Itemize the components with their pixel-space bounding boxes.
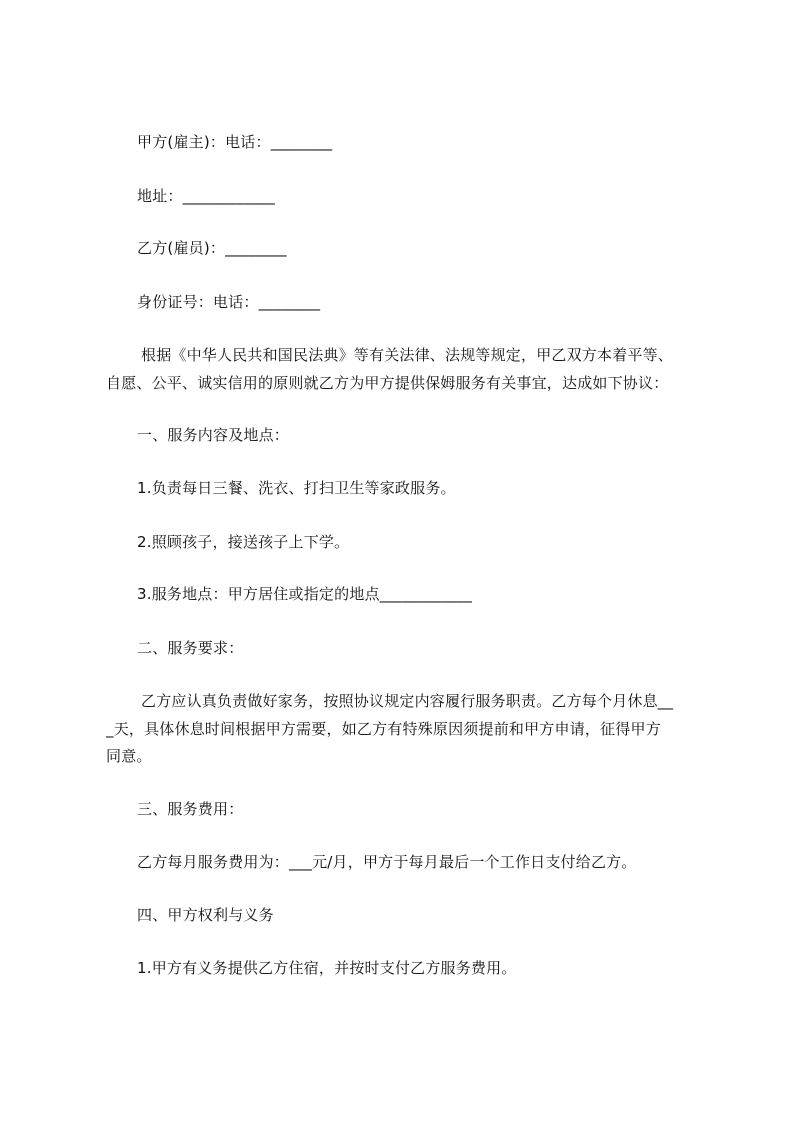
party-b-line: 乙方(雇员)：________: [137, 239, 287, 257]
section-1-item-2: 2.照顾孩子，接送孩子上下学。: [137, 533, 350, 551]
section-1-item-3: 3.服务地点：甲方居住或指定的地点____________: [137, 585, 473, 603]
section-4-item-1: 1.甲方有义务提供乙方住宿，并按时支付乙方服务费用。: [137, 959, 517, 977]
address-line: 地址：____________: [137, 187, 276, 205]
section-2-heading: 二、服务要求：: [137, 639, 244, 657]
section-3-body: 乙方每月服务费用为：___元/月，甲方于每月最后一个工作日支付给乙方。: [137, 853, 637, 871]
section-2-body-line-1: 乙方应认真负责做好家务，按照协议规定内容履行服务职责。乙方每个月休息__: [141, 692, 674, 710]
section-1-heading: 一、服务内容及地点：: [137, 426, 290, 444]
party-a-line: 甲方(雇主)：电话：________: [137, 133, 333, 151]
section-4-heading: 四、甲方权利与义务: [137, 906, 274, 924]
id-phone-line: 身份证号：电话：________: [137, 293, 321, 311]
section-2-body-line-2: _天，具体休息时间根据甲方需要，如乙方有特殊原因须提前和甲方申请，征得甲方: [106, 720, 661, 738]
preamble-line-1: 根据《中华人民共和国民法典》等有关法律、法规等规定，甲乙双方本着平等、: [141, 346, 674, 364]
section-2-body-line-3: 同意。: [106, 747, 152, 765]
section-1-item-1: 1.负责每日三餐、洗衣、打扫卫生等家政服务。: [137, 479, 456, 497]
section-3-heading: 三、服务费用：: [137, 800, 244, 818]
preamble-line-2: 自愿、公平、诚实信用的原则就乙方为甲方提供保姆服务有关事宜，达成如下协议：: [106, 374, 669, 392]
